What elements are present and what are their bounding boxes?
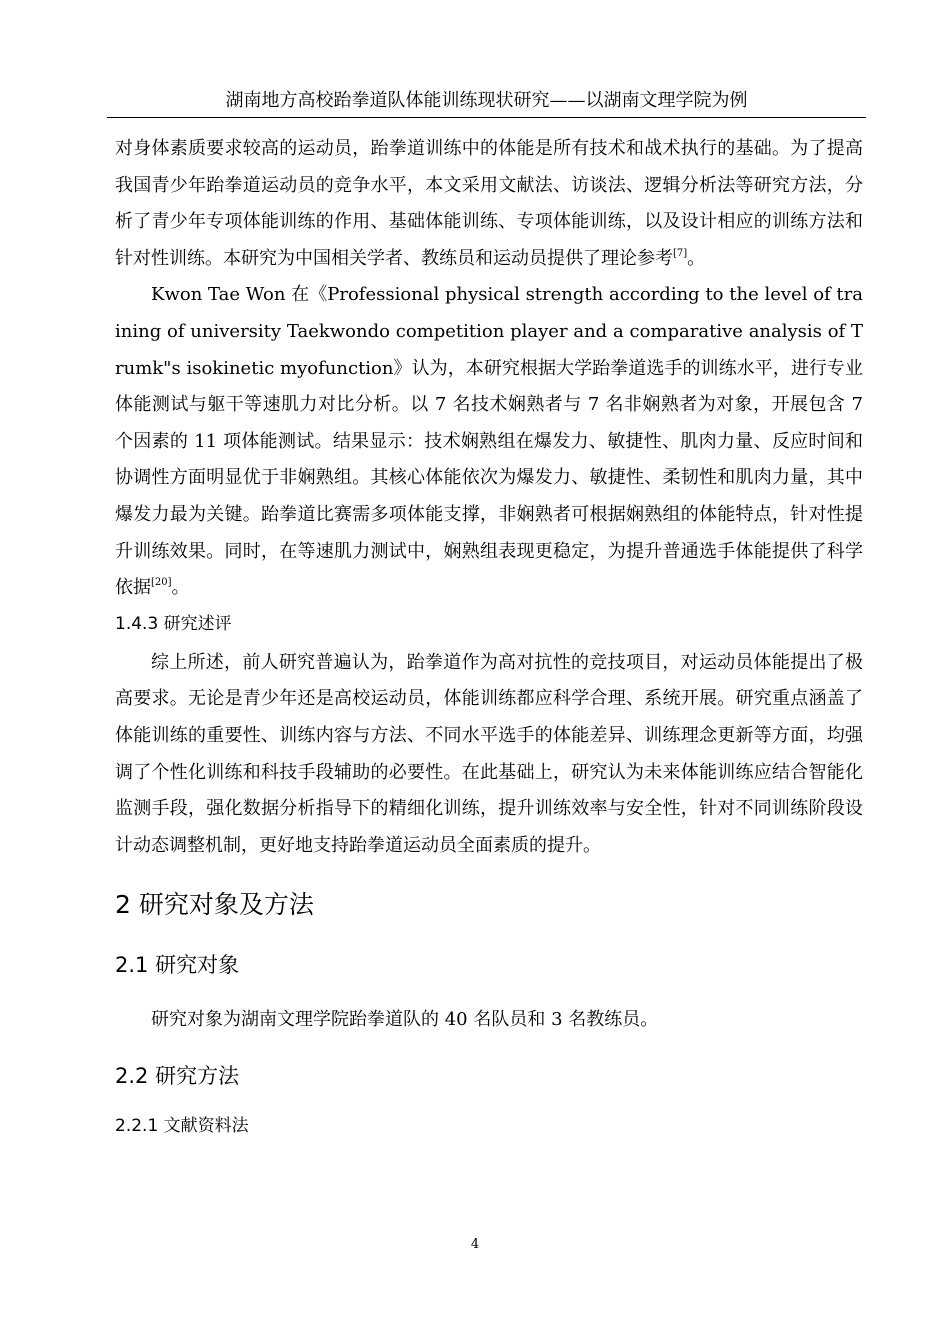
paragraph-text: Kwon Tae Won 在《Professional physical strength according to the level of training of university Taekwondo competition player and a comparative analysis of Trumk"s isokinetic myofunction》认为，本研究根据大学跆拳道选手的训练水平，进行专业体能测试与躯干等速肌力对比分析。以 7 名技术娴熟者与 7 名非娴熟者为对象，开展包含 7 个因素的 11 项体能测试。结果显示：技术娴熟组在爆发力、敏捷性、肌肉力量、反应时间和协调性方面明显优于非娴熟组。其核心体能依次为爆发力、敏捷性、柔韧性和肌肉力量，其中爆发力最为关键。跆拳道比赛需多项体能支撑，非娴熟者可根据娴熟组的体能特点，针对性提升训练效果。同时，在等速肌力测试中，娴熟组表现更稳定，为提升普通选手体能提供了科学依据 [115, 284, 863, 599]
section-heading-2-2-1: 2.2.1 文献资料法 [115, 1115, 249, 1136]
citation-ref: [7] [673, 247, 688, 259]
page-number: 4 [470, 1237, 480, 1252]
body-paragraph [115, 1002, 863, 1039]
running-header [107, 87, 866, 118]
section-heading-2-2: 2.2 研究方法 [115, 1063, 240, 1088]
body-paragraph [115, 645, 863, 865]
body-paragraph [115, 277, 863, 606]
body-paragraph [115, 131, 863, 277]
paragraph-end: 。 [171, 577, 190, 599]
section-heading-1-4-3: 1.4.3 研究述评 [115, 613, 232, 634]
citation-ref: [20] [151, 577, 172, 589]
running-header-title: 湖南地方高校跆拳道队体能训练现状研究——以湖南文理学院为例 [225, 90, 748, 111]
paragraph-text: 研究对象为湖南文理学院跆拳道队的 40 名队员和 3 名教练员。 [151, 1009, 659, 1031]
section-heading-2-1: 2.1 研究对象 [115, 953, 240, 978]
paragraph-end: 。 [687, 247, 706, 269]
paragraph-text: 综上所述，前人研究普遍认为，跆拳道作为高对抗性的竞技项目，对运动员体能提出了极高要求。无论是青少年还是高校运动员，体能训练都应科学合理、系统开展。研究重点涵盖了体能训练的重要性、训练内容与方法、不同水平选手的体能差异、训练理念更新等方面，均强调了个性化训练和科技手段辅助的必要性。在此基础上，研究认为未来体能训练应结合智能化监测手段，强化数据分析指导下的精细化训练，提升训练效率与安全性，针对不同训练阶段设计动态调整机制，更好地支持跆拳道运动员全面素质的提升。 [115, 651, 863, 856]
chapter-heading-2: 2 研究对象及方法 [115, 890, 314, 920]
page-body [115, 131, 863, 1147]
paragraph-text: 对身体素质要求较高的运动员，跆拳道训练中的体能是所有技术和战术执行的基础。为了提高我国青少年跆拳道运动员的竞争水平，本文采用文献法、访谈法、逻辑分析法等研究方法，分析了青少年专项体能训练的作用、基础体能训练、专项体能训练，以及设计相应的训练方法和针对性训练。本研究为中国相关学者、教练员和运动员提供了理论参考 [115, 138, 863, 269]
